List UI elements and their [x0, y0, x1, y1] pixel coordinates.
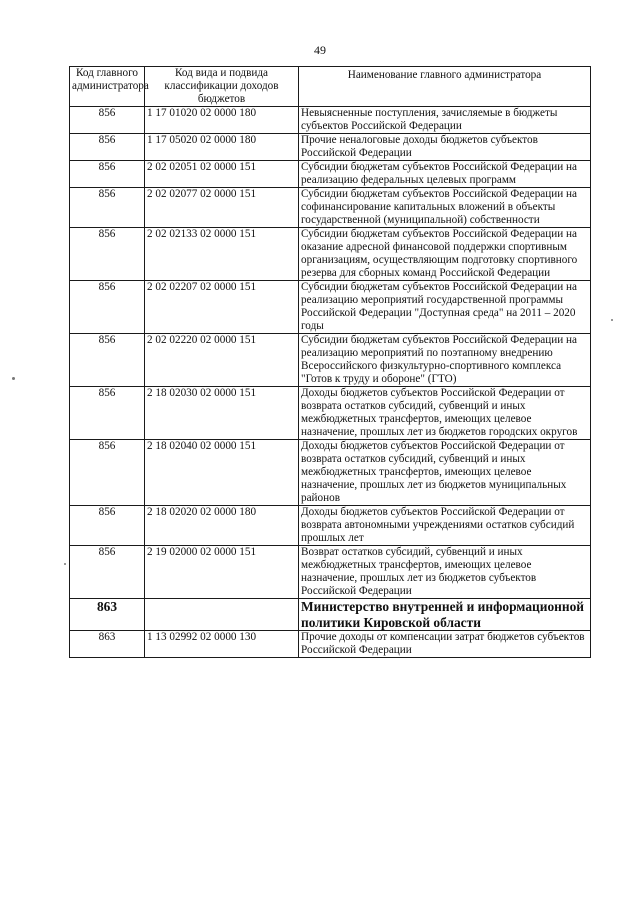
- row-admin-code: 856: [70, 387, 145, 440]
- table-row: [70, 228, 591, 281]
- row-classification-code: 1 13 02992 02 0000 130: [145, 631, 299, 658]
- row-classification-code: 2 19 02000 02 0000 151: [145, 546, 299, 599]
- revenue-classification-table: [69, 66, 591, 658]
- table-row: [70, 599, 591, 631]
- row-classification-code: 1 17 01020 02 0000 180: [145, 107, 299, 134]
- row-admin-name: Прочие доходы от компенсации затрат бюджетов субъектов Российской Федерации: [299, 631, 591, 658]
- row-classification-code: 2 02 02207 02 0000 151: [145, 281, 299, 334]
- row-classification-code: 2 02 02077 02 0000 151: [145, 188, 299, 228]
- row-admin-code: 856: [70, 440, 145, 506]
- row-classification-code: 2 18 02030 02 0000 151: [145, 387, 299, 440]
- row-admin-name: Министерство внутренней и информационной политики Кировской области: [299, 599, 591, 631]
- row-classification-code: 2 18 02020 02 0000 180: [145, 506, 299, 546]
- table-row: [70, 334, 591, 387]
- row-admin-name: Доходы бюджетов субъектов Российской Федерации от возврата остатков субсидий, субвенций и иных межбюджетных трансфертов, имеющих целевое назначение, прошлых лет из бюджетов муниципальных районов: [299, 440, 591, 506]
- page-number: 49: [314, 43, 326, 57]
- row-admin-code: 856: [70, 546, 145, 599]
- row-admin-code: 856: [70, 334, 145, 387]
- row-admin-code: 863: [70, 631, 145, 658]
- header-admin-name: Наименование главного администратора: [299, 67, 591, 107]
- row-classification-code: 2 02 02051 02 0000 151: [145, 161, 299, 188]
- row-admin-code: 856: [70, 134, 145, 161]
- row-admin-code: 856: [70, 161, 145, 188]
- scan-speck: [12, 377, 15, 380]
- row-admin-name: Субсидии бюджетам субъектов Российской Федерации на реализацию мероприятий по поэтапному внедрению Всероссийского физкультурно-спортивного комплекса "Готов к труду и обороне" (ГТО): [299, 334, 591, 387]
- row-admin-name: Прочие неналоговые доходы бюджетов субъектов Российской Федерации: [299, 134, 591, 161]
- scan-speck: [64, 563, 66, 565]
- row-classification-code: 1 17 05020 02 0000 180: [145, 134, 299, 161]
- row-admin-name: Доходы бюджетов субъектов Российской Федерации от возврата автономными учреждениями остатков субсидий прошлых лет: [299, 506, 591, 546]
- table-header-row: [70, 67, 591, 107]
- row-admin-code: 856: [70, 107, 145, 134]
- row-admin-name: Возврат остатков субсидий, субвенций и иных межбюджетных трансфертов, имеющих целевое назначение, прошлых лет из бюджетов субъектов Российской Федерации: [299, 546, 591, 599]
- row-admin-name: Невыясненные поступления, зачисляемые в бюджеты субъектов Российской Федерации: [299, 107, 591, 134]
- row-classification-code: 2 02 02220 02 0000 151: [145, 334, 299, 387]
- row-admin-code: 856: [70, 188, 145, 228]
- table-row: [70, 281, 591, 334]
- table-row: [70, 134, 591, 161]
- row-admin-name: Доходы бюджетов субъектов Российской Федерации от возврата остатков субсидий, субвенций и иных межбюджетных трансфертов, имеющих целевое назначение, прошлых лет из бюджетов городских округов: [299, 387, 591, 440]
- header-admin-code: Код главного администратора: [70, 67, 145, 107]
- table-row: [70, 387, 591, 440]
- row-admin-code: 856: [70, 228, 145, 281]
- row-classification-code: [145, 599, 299, 631]
- table-body: [70, 107, 591, 658]
- table-row: [70, 440, 591, 506]
- row-admin-code: 856: [70, 506, 145, 546]
- table-row: [70, 506, 591, 546]
- table-row: [70, 161, 591, 188]
- row-admin-name: Субсидии бюджетам субъектов Российской Федерации на реализацию федеральных целевых программ: [299, 161, 591, 188]
- row-admin-code: 856: [70, 281, 145, 334]
- table-row: [70, 107, 591, 134]
- row-classification-code: 2 02 02133 02 0000 151: [145, 228, 299, 281]
- table-row: [70, 631, 591, 658]
- row-admin-name: Субсидии бюджетам субъектов Российской Федерации на софинансирование капитальных вложений в объекты государственной (муниципальной) собственности: [299, 188, 591, 228]
- row-admin-code: 863: [70, 599, 145, 631]
- row-admin-name: Субсидии бюджетам субъектов Российской Федерации на реализацию мероприятий государственной программы Российской Федерации "Доступная среда" на 2011 – 2020 годы: [299, 281, 591, 334]
- row-classification-code: 2 18 02040 02 0000 151: [145, 440, 299, 506]
- row-admin-name: Субсидии бюджетам субъектов Российской Федерации на оказание адресной финансовой поддержки спортивным организациям, осуществляющим подготовку спортивного резерва для сборных команд Российской Федерации: [299, 228, 591, 281]
- header-classification-code: Код вида и подвида классификации доходов бюджетов: [145, 67, 299, 107]
- table-row: [70, 546, 591, 599]
- table-row: [70, 188, 591, 228]
- scan-speck: [611, 319, 613, 321]
